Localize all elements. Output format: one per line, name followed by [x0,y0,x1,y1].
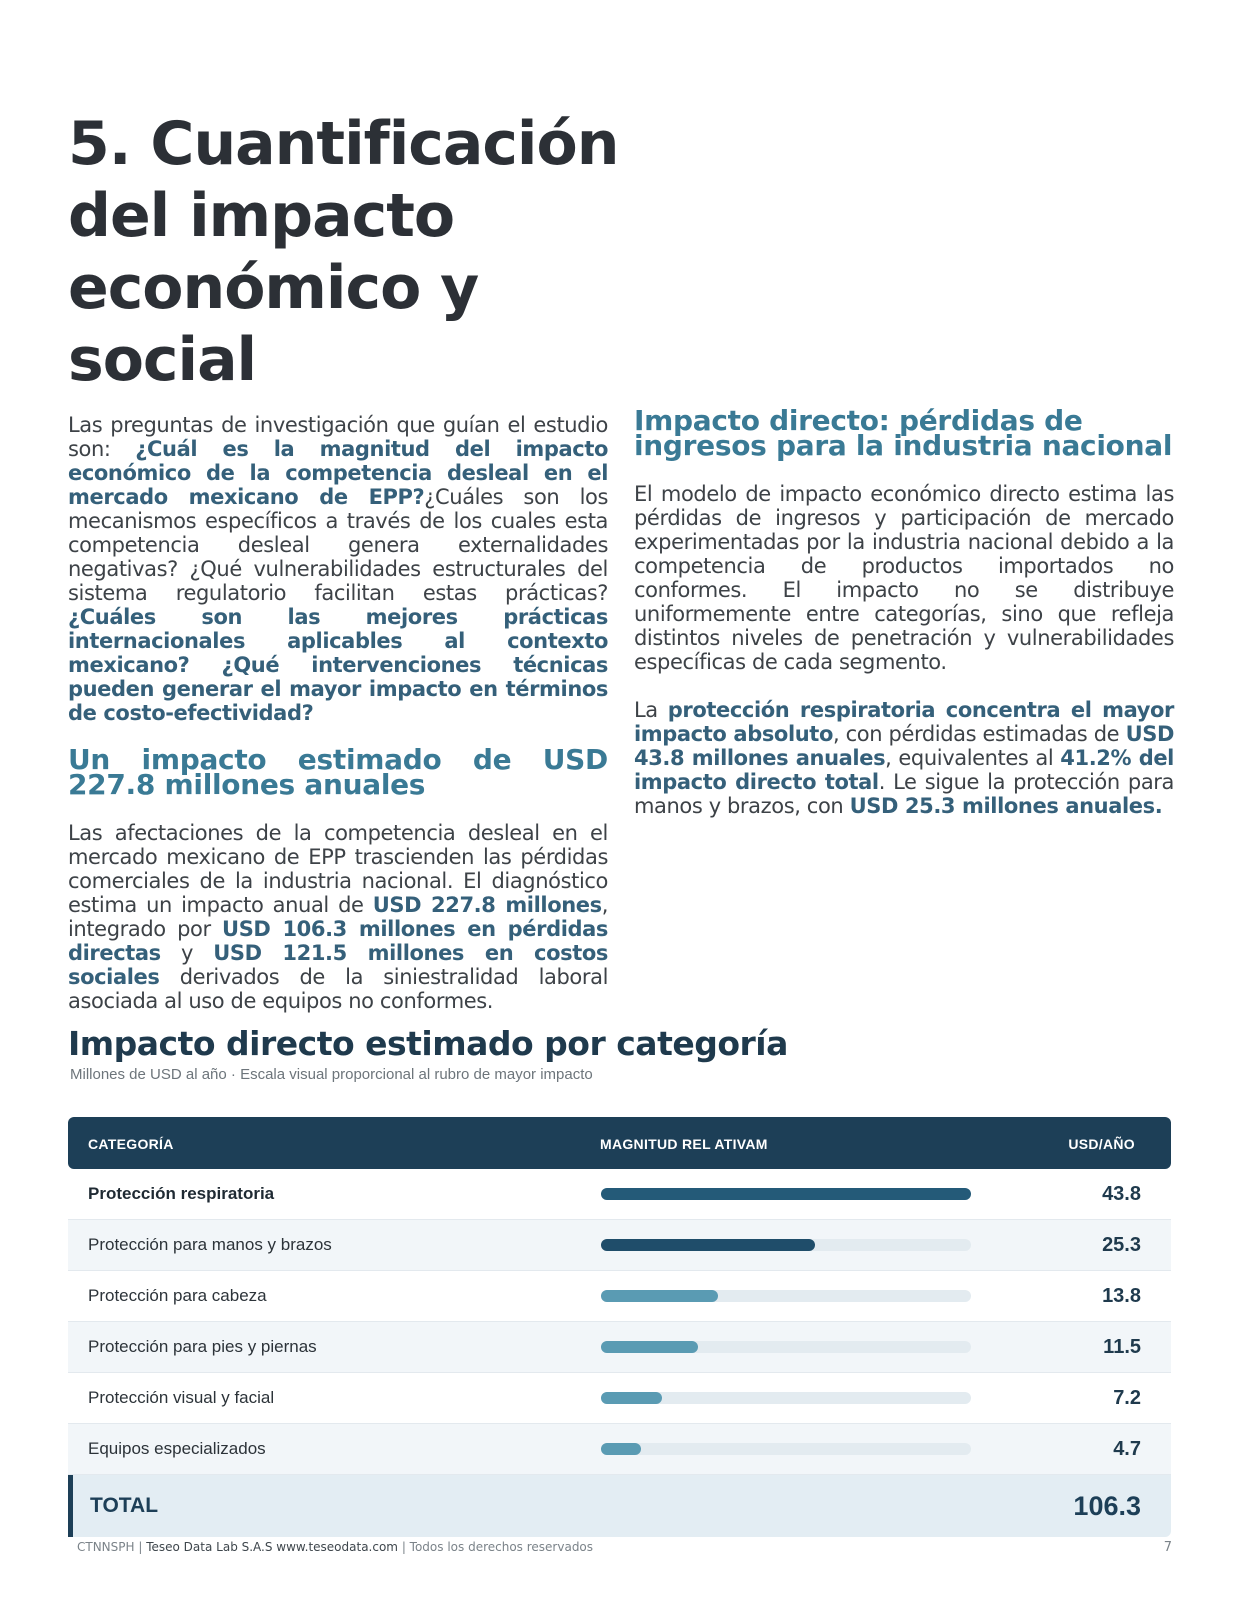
row-value: 4.7 [1113,1437,1141,1460]
row-value: 11.5 [1103,1335,1141,1358]
impact-text-1: Las afectaciones de la competencia desleal en el mercado mexicano de EPP trascienden las pérdidas comerciales de la industria nacional. El diagnóstico estima un impacto anual de [68,821,608,917]
footer-org: CTNNSPH [77,1540,135,1554]
bar-track [601,1341,971,1353]
bar-fill [601,1290,718,1302]
row-category: Protección para pies y piernas [88,1337,317,1356]
impact-paragraph [68,821,608,1013]
intro-text-1: Las preguntas de investigación que guían el estudio son: [68,413,608,461]
impact-highlight-1: USD 227.8 millones [372,893,602,917]
bar-track [601,1188,971,1200]
row-category: Protección visual y facial [88,1388,275,1407]
header-usd: USD/AÑO [1068,1136,1135,1152]
row-category: Protección respiratoria [88,1184,275,1203]
table-row [68,1373,1171,1424]
bar-track [601,1392,971,1404]
direct-impact-paragraph: El modelo de impacto económico directo estima las pérdidas de ingresos y participación de mercado experimentadas por la industria nacional debido a la competencia de productos importados no conformes. El impacto no se distribuye uniformemente entre categorías, sino que refleja distintos niveles de penetración y vulnerabilidades específicas de cada segmento. [634,482,1174,674]
row-value: 13.8 [1102,1284,1141,1307]
header-category: CATEGORÍA [88,1136,174,1152]
row-category: Protección para manos y brazos [88,1235,332,1254]
intro-highlight-1: ¿Cuál es la magnitud del impacto económico de la competencia desleal en el mercado mexicano de EPP? [68,437,608,509]
table-row [68,1322,1171,1373]
resp-highlight-2: USD 43.8 millones anuales [634,722,1174,770]
total-value: 106.3 [1073,1490,1141,1521]
resp-text-1: La [634,698,668,722]
footer-rights: Todos los derechos reservados [409,1540,594,1554]
row-value: 43.8 [1102,1182,1141,1205]
bar-fill [601,1188,971,1200]
table-header [68,1117,1171,1169]
footer-separator: | [134,1540,147,1554]
bar-fill [601,1341,698,1353]
row-category: Protección para cabeza [88,1286,267,1305]
bar-track [601,1239,971,1251]
right-column [634,404,1174,818]
resp-text-3: , equivalentes al [885,746,1061,770]
footer-company: Teseo Data Lab S.A.S www.teseodata.com [146,1540,398,1554]
footer [77,1540,593,1554]
table-body [68,1169,1171,1475]
impact-table [68,1117,1171,1537]
row-value: 7.2 [1113,1386,1141,1409]
row-category: Equipos especializados [88,1439,266,1458]
bar-track [601,1290,971,1302]
impact-text-3: y [160,941,214,965]
direct-impact-heading: Impacto directo: pérdidas de ingresos para la industria nacional [634,404,1173,462]
table-row [68,1220,1171,1271]
table-section-title: Impacto directo estimado por categoría [68,1024,788,1063]
respiratory-paragraph [634,698,1174,818]
impact-heading: Un impacto estimado de USD 227.8 millones anuales [68,743,608,801]
impact-highlight-2: USD 106.3 millones en pérdidas directas [68,917,609,965]
total-label: TOTAL [90,1494,159,1517]
resp-highlight-3: 41.2% del impacto directo total [634,746,1174,794]
bar-fill [601,1392,662,1404]
table-row [68,1271,1171,1322]
intro-highlight-2: ¿Cuáles son las mejores prácticas internacionales aplicables al contexto mexicano? ¿Qué intervenciones técnicas pueden generar el mayor impacto en términos de costo-efectividad? [68,605,608,725]
row-value: 25.3 [1102,1233,1141,1256]
table-row [68,1169,1171,1220]
bar-fill [601,1443,641,1455]
impact-text-4: derivados de la siniestralidad laboral asociada al uso de equipos no conformes. [68,965,608,1013]
header-magnitude: MAGNITUD REL ATIVAM [600,1136,768,1152]
impact-highlight-3: USD 121.5 millones en costos sociales [68,941,608,989]
total-row [68,1475,1171,1537]
intro-paragraph [68,413,608,725]
impact-text-2: , integrado por [68,893,608,941]
page-title: 5. Cuantificación del impacto económico y social [68,109,619,395]
resp-text-4: . Le sigue la protección para manos y brazos, con [634,770,1174,818]
bar-fill [601,1239,815,1251]
page-number: 7 [1163,1540,1172,1555]
table-row [68,1424,1171,1475]
resp-highlight-1: protección respiratoria concentra el mayor impacto absoluto [634,698,1174,746]
resp-highlight-4: USD 25.3 millones anuales. [849,794,1163,818]
table-section-subtitle: Millones de USD al año · Escala visual proporcional al rubro de mayor impacto [70,1066,593,1083]
bar-track [601,1443,971,1455]
intro-text-2: ¿Cuáles son los mecanismos específicos a través de los cuales esta competencia desleal genera externalidades negativas? ¿Qué vulnerabilidades estructurales del sistema regulatorio facilitan estas prácticas? [68,485,608,605]
resp-text-2: , con pérdidas estimadas de [832,722,1126,746]
left-column [68,413,608,1013]
footer-separator: | [398,1540,410,1554]
